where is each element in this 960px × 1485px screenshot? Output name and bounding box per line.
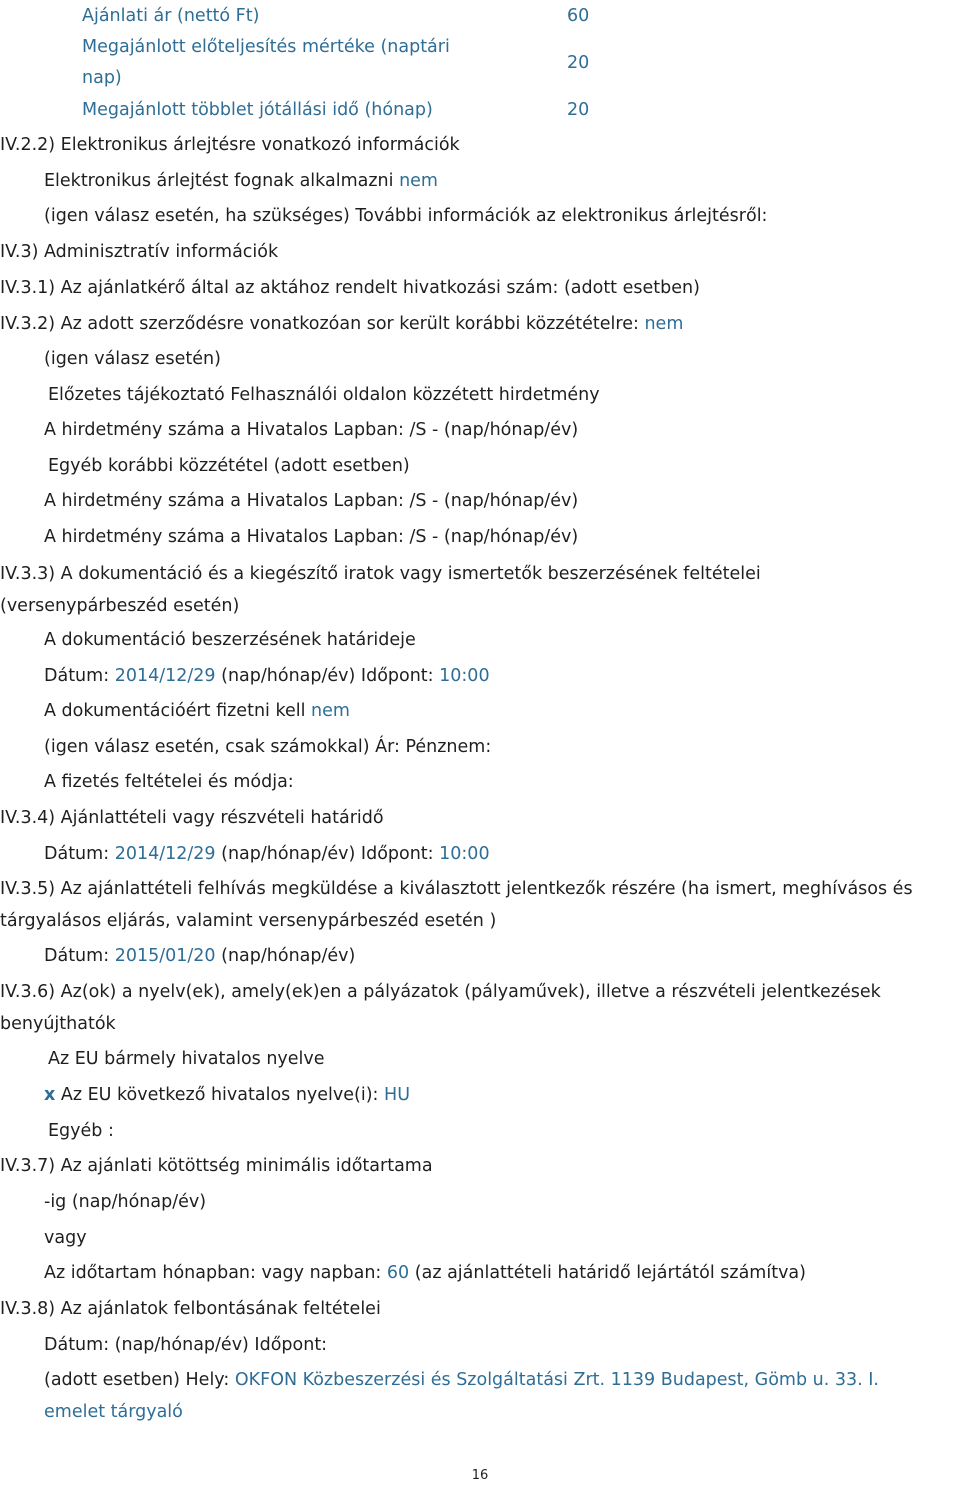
section-iv-3-5-heading-line1: IV.3.5) Az ajánlattételi felhívás megküldése a kiválasztott jelentkezők részére (ha ismert, meghívásos és xyxy=(0,879,913,899)
criterion-1-weight: 60 xyxy=(567,6,590,26)
eauction-text: Elektronikus árlejtést fognak alkalmazni xyxy=(44,171,394,191)
date-format: (nap/hónap/év) xyxy=(221,946,356,966)
section-iv-3-heading: IV.3) Adminisztratív információk xyxy=(0,242,279,262)
iv-3-8-date-line: Dátum: (nap/hónap/év) Időpont: xyxy=(44,1335,328,1355)
section-iv-3-3-heading-line1: IV.3.3) A dokumentáció és a kiegészítő iratok vagy ismertetők beszerzésének feltételei xyxy=(0,564,761,584)
criterion-2-label-line2: nap) xyxy=(82,68,122,88)
criterion-3-label: Megajánlott többlet jótállási idő (hónap) xyxy=(82,100,433,120)
eauction-line xyxy=(44,170,438,192)
iv-3-8-place-line xyxy=(44,1369,879,1391)
iv-3-2-line-3: A hirdetmény száma a Hivatalos Lapban: /S - (nap/hónap/év) xyxy=(44,420,579,440)
language-value: HU xyxy=(384,1085,410,1105)
language-option-specific xyxy=(44,1084,410,1106)
iv-3-3-payment-line: A fizetés feltételei és módja: xyxy=(44,772,294,792)
section-iv-2-2-heading: IV.2.2) Elektronikus árlejtésre vonatkozó információk xyxy=(0,135,460,155)
fee-value: nem xyxy=(311,701,350,721)
time-value: 10:00 xyxy=(439,844,490,864)
criterion-1-label: Ajánlati ár (nettó Ft) xyxy=(82,6,260,26)
section-iv-3-6-heading-line2: benyújthatók xyxy=(0,1014,116,1034)
date-format: (nap/hónap/év) Időpont: xyxy=(221,666,434,686)
section-iv-3-2-value: nem xyxy=(644,314,684,334)
duration-text: Az időtartam hónapban: vagy napban: xyxy=(44,1263,382,1283)
language-option-any-eu: Az EU bármely hivatalos nyelve xyxy=(48,1049,325,1069)
section-iv-3-2-text: IV.3.2) Az adott szerződésre vonatkozóan sor került korábbi közzétételre: xyxy=(0,314,639,334)
language-option-text: Az EU következő hivatalos nyelve(i): xyxy=(60,1085,379,1105)
section-iv-3-7-heading: IV.3.7) Az ajánlati kötöttség minimális időtartama xyxy=(0,1156,433,1176)
page-number: 16 xyxy=(471,1468,489,1483)
iv-3-4-date-line xyxy=(44,843,490,865)
section-iv-3-2-heading xyxy=(0,313,683,335)
section-iv-3-3-heading-line2: (versenypárbeszéd esetén) xyxy=(0,596,240,616)
eauction-value: nem xyxy=(399,171,438,191)
criterion-3-weight: 20 xyxy=(567,100,590,120)
eauction-info-line: (igen válasz esetén, ha szükséges) További információk az elektronikus árlejtésről: xyxy=(44,206,768,226)
duration-value: 60 xyxy=(386,1263,410,1283)
section-iv-3-5-heading-line2: tárgyalásos eljárás, valamint versenypárbeszéd esetén ) xyxy=(0,911,497,931)
date-value: 2014/12/29 xyxy=(114,844,216,864)
date-value: 2015/01/20 xyxy=(114,946,216,966)
iv-3-2-line-4: Egyéb korábbi közzététel (adott esetben) xyxy=(48,456,410,476)
fee-text: A dokumentációért fizetni kell xyxy=(44,701,306,721)
time-value: 10:00 xyxy=(439,666,490,686)
iv-3-3-price-line: (igen válasz esetén, csak számokkal) Ár: Pénznem: xyxy=(44,737,492,757)
date-label: Dátum: xyxy=(44,666,110,686)
iv-3-5-date-line xyxy=(44,945,355,967)
section-iv-3-4-heading: IV.3.4) Ajánlattételi vagy részvételi határidő xyxy=(0,808,384,828)
iv-3-3-date-line xyxy=(44,665,490,687)
iv-3-2-line-1: (igen válasz esetén) xyxy=(44,349,221,369)
date-label: Dátum: xyxy=(44,844,110,864)
date-label: Dátum: xyxy=(44,946,110,966)
duration-suffix: (az ajánlattételi határidő lejártától számítva) xyxy=(414,1263,806,1283)
iv-3-2-line-2: Előzetes tájékoztató Felhasználói oldalon közzétett hirdetmény xyxy=(48,385,600,405)
criterion-2-weight: 20 xyxy=(567,53,590,73)
iv-3-2-line-6: A hirdetmény száma a Hivatalos Lapban: /S - (nap/hónap/év) xyxy=(44,527,579,547)
criterion-2-label-line1: Megajánlott előteljesítés mértéke (naptári xyxy=(82,37,450,57)
place-label: (adott esetben) Hely: xyxy=(44,1370,230,1390)
section-iv-3-1-heading: IV.3.1) Az ajánlatkérő által az aktához rendelt hivatkozási szám: (adott esetben) xyxy=(0,278,700,298)
checked-mark: x xyxy=(44,1085,56,1105)
date-format: (nap/hónap/év) Időpont: xyxy=(221,844,434,864)
iv-3-7-line-1: -ig (nap/hónap/év) xyxy=(44,1192,207,1212)
section-iv-3-8-heading: IV.3.8) Az ajánlatok felbontásának feltételei xyxy=(0,1299,381,1319)
section-iv-3-6-heading-line1: IV.3.6) Az(ok) a nyelv(ek), amely(ek)en a pályázatok (pályaművek), illetve a részvételi jelentkezések xyxy=(0,982,881,1002)
date-value: 2014/12/29 xyxy=(114,666,216,686)
language-option-other: Egyéb : xyxy=(48,1121,114,1141)
iv-3-2-line-5: A hirdetmény száma a Hivatalos Lapban: /S - (nap/hónap/év) xyxy=(44,491,579,511)
iv-3-8-place-line-2: emelet tárgyaló xyxy=(44,1402,183,1422)
iv-3-7-duration-line xyxy=(44,1262,806,1284)
place-value: OKFON Közbeszerzési és Szolgáltatási Zrt. 1139 Budapest, Gömb u. 33. I. xyxy=(234,1370,879,1390)
iv-3-7-line-2: vagy xyxy=(44,1228,87,1248)
iv-3-3-fee-line xyxy=(44,700,350,722)
iv-3-3-deadline-label: A dokumentáció beszerzésének határideje xyxy=(44,630,416,650)
